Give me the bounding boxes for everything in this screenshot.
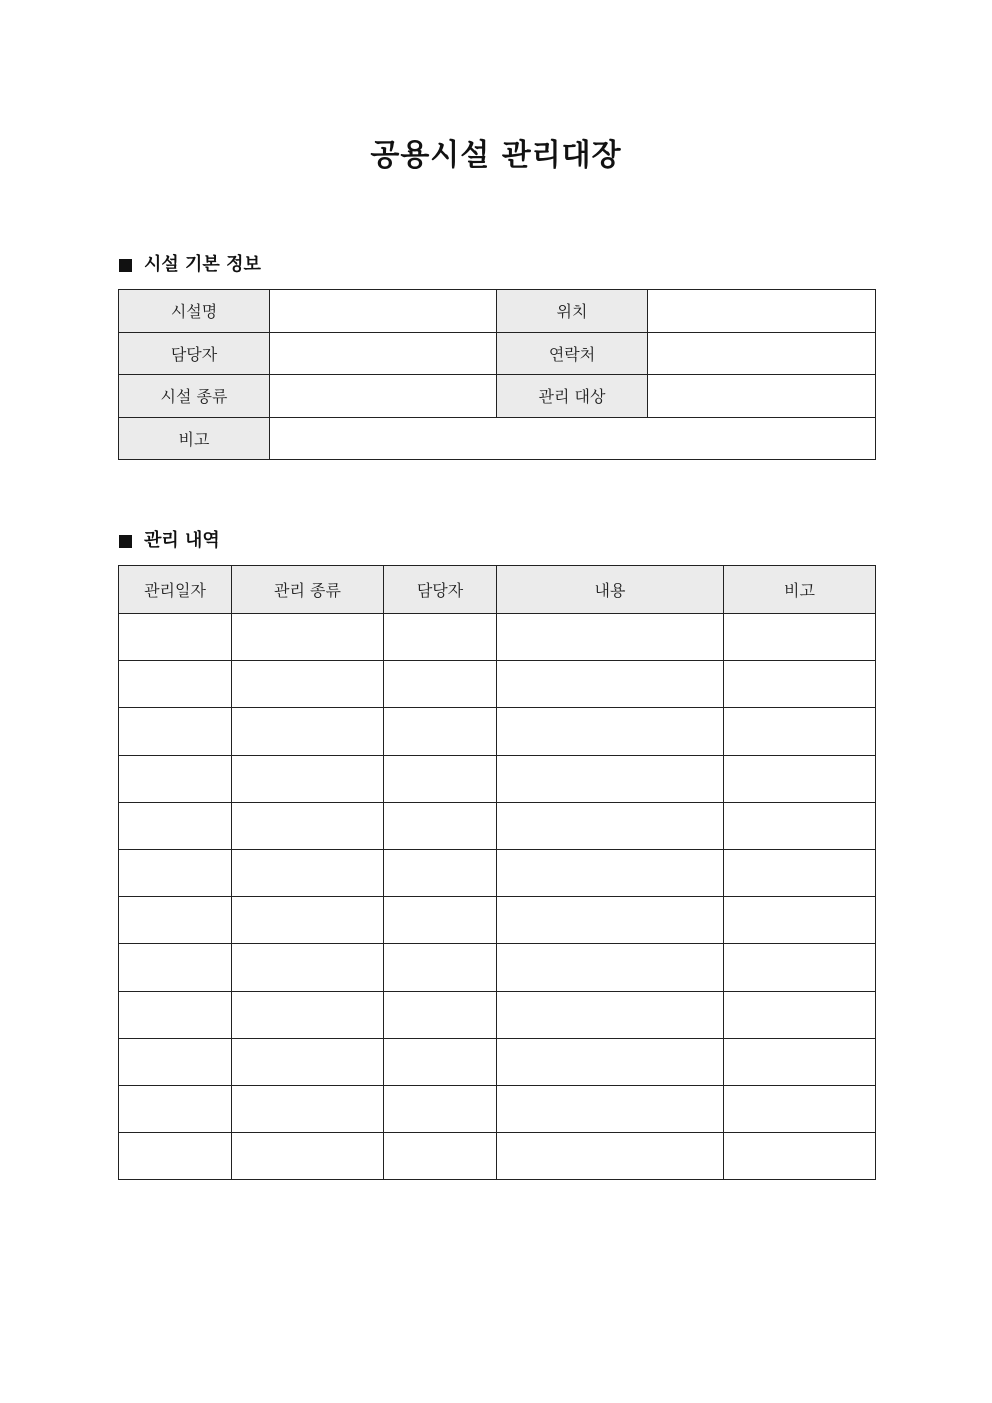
table-cell[interactable] <box>119 991 232 1038</box>
info-label: 관리 대상 <box>497 375 648 418</box>
page-title: 공용시설 관리대장 <box>370 138 622 173</box>
info-row <box>119 375 876 418</box>
square-bullet-icon <box>119 535 132 548</box>
table-cell[interactable] <box>497 897 724 944</box>
table-cell[interactable] <box>119 944 232 991</box>
table-row <box>119 755 876 802</box>
table-cell[interactable] <box>232 1133 384 1180</box>
table-cell[interactable] <box>384 1133 497 1180</box>
table-cell[interactable] <box>232 897 384 944</box>
table-cell[interactable] <box>724 991 876 1038</box>
table-cell[interactable] <box>119 802 232 849</box>
table-cell[interactable] <box>497 1133 724 1180</box>
table-cell[interactable] <box>119 708 232 755</box>
table-cell[interactable] <box>724 614 876 661</box>
section-heading-basic-info <box>119 252 261 278</box>
table-cell[interactable] <box>724 1133 876 1180</box>
table-row <box>119 1133 876 1180</box>
table-cell[interactable] <box>724 897 876 944</box>
table-cell[interactable] <box>384 802 497 849</box>
table-cell[interactable] <box>232 755 384 802</box>
column-header: 비고 <box>724 566 876 614</box>
table-cell[interactable] <box>724 802 876 849</box>
table-cell[interactable] <box>119 1085 232 1132</box>
info-label: 시설 종류 <box>119 375 270 418</box>
table-cell[interactable] <box>384 944 497 991</box>
info-label: 시설명 <box>119 290 270 333</box>
table-cell[interactable] <box>232 614 384 661</box>
table-cell[interactable] <box>497 708 724 755</box>
table-row <box>119 708 876 755</box>
table-cell[interactable] <box>232 802 384 849</box>
table-cell[interactable] <box>724 944 876 991</box>
table-cell[interactable] <box>384 708 497 755</box>
table-cell[interactable] <box>724 1085 876 1132</box>
table-cell[interactable] <box>724 708 876 755</box>
table-cell[interactable] <box>119 897 232 944</box>
table-cell[interactable] <box>119 661 232 708</box>
table-row <box>119 1085 876 1132</box>
table-cell[interactable] <box>724 755 876 802</box>
table-cell[interactable] <box>497 1038 724 1085</box>
table-row <box>119 802 876 849</box>
info-row-remarks <box>119 417 876 460</box>
table-cell[interactable] <box>232 849 384 896</box>
section-heading-history <box>119 528 220 554</box>
table-cell[interactable] <box>119 614 232 661</box>
column-header: 관리일자 <box>119 566 232 614</box>
info-label: 위치 <box>497 290 648 333</box>
info-label: 담당자 <box>119 332 270 375</box>
info-row <box>119 332 876 375</box>
remarks-field[interactable] <box>270 417 876 460</box>
table-cell[interactable] <box>232 944 384 991</box>
history-table-body <box>119 614 876 1180</box>
table-cell[interactable] <box>384 1038 497 1085</box>
info-value-field[interactable] <box>270 290 497 333</box>
table-cell[interactable] <box>724 1038 876 1085</box>
table-cell[interactable] <box>232 1085 384 1132</box>
table-cell[interactable] <box>384 991 497 1038</box>
square-bullet-icon <box>119 259 132 272</box>
info-value-field[interactable] <box>648 332 876 375</box>
column-header: 관리 종류 <box>232 566 384 614</box>
table-cell[interactable] <box>384 661 497 708</box>
table-row <box>119 661 876 708</box>
table-cell[interactable] <box>384 1085 497 1132</box>
info-label: 연락처 <box>497 332 648 375</box>
table-cell[interactable] <box>119 1038 232 1085</box>
table-row <box>119 1038 876 1085</box>
table-cell[interactable] <box>119 849 232 896</box>
table-cell[interactable] <box>384 755 497 802</box>
table-cell[interactable] <box>497 849 724 896</box>
info-value-field[interactable] <box>648 375 876 418</box>
table-row <box>119 849 876 896</box>
table-cell[interactable] <box>384 897 497 944</box>
table-cell[interactable] <box>232 708 384 755</box>
table-header-row <box>119 566 876 614</box>
table-cell[interactable] <box>119 1133 232 1180</box>
column-header: 내용 <box>497 566 724 614</box>
management-history-table <box>118 565 876 1180</box>
section-heading-label: 시설 기본 정보 <box>144 254 261 275</box>
table-cell[interactable] <box>497 802 724 849</box>
table-cell[interactable] <box>497 991 724 1038</box>
table-cell[interactable] <box>497 755 724 802</box>
info-value-field[interactable] <box>648 290 876 333</box>
table-cell[interactable] <box>232 661 384 708</box>
table-cell[interactable] <box>497 614 724 661</box>
table-cell[interactable] <box>724 849 876 896</box>
info-value-field[interactable] <box>270 332 497 375</box>
table-cell[interactable] <box>232 1038 384 1085</box>
table-cell[interactable] <box>724 661 876 708</box>
facility-info-table <box>118 289 876 460</box>
column-header: 담당자 <box>384 566 497 614</box>
table-row <box>119 944 876 991</box>
info-label: 비고 <box>119 417 270 460</box>
table-cell[interactable] <box>119 755 232 802</box>
table-cell[interactable] <box>497 1085 724 1132</box>
table-cell[interactable] <box>384 614 497 661</box>
table-row <box>119 991 876 1038</box>
table-row <box>119 614 876 661</box>
table-cell[interactable] <box>497 944 724 991</box>
info-value-field[interactable] <box>270 375 497 418</box>
table-cell[interactable] <box>384 849 497 896</box>
table-cell[interactable] <box>497 661 724 708</box>
info-row <box>119 290 876 333</box>
table-row <box>119 897 876 944</box>
section-heading-label: 관리 내역 <box>144 530 220 551</box>
table-cell[interactable] <box>232 991 384 1038</box>
